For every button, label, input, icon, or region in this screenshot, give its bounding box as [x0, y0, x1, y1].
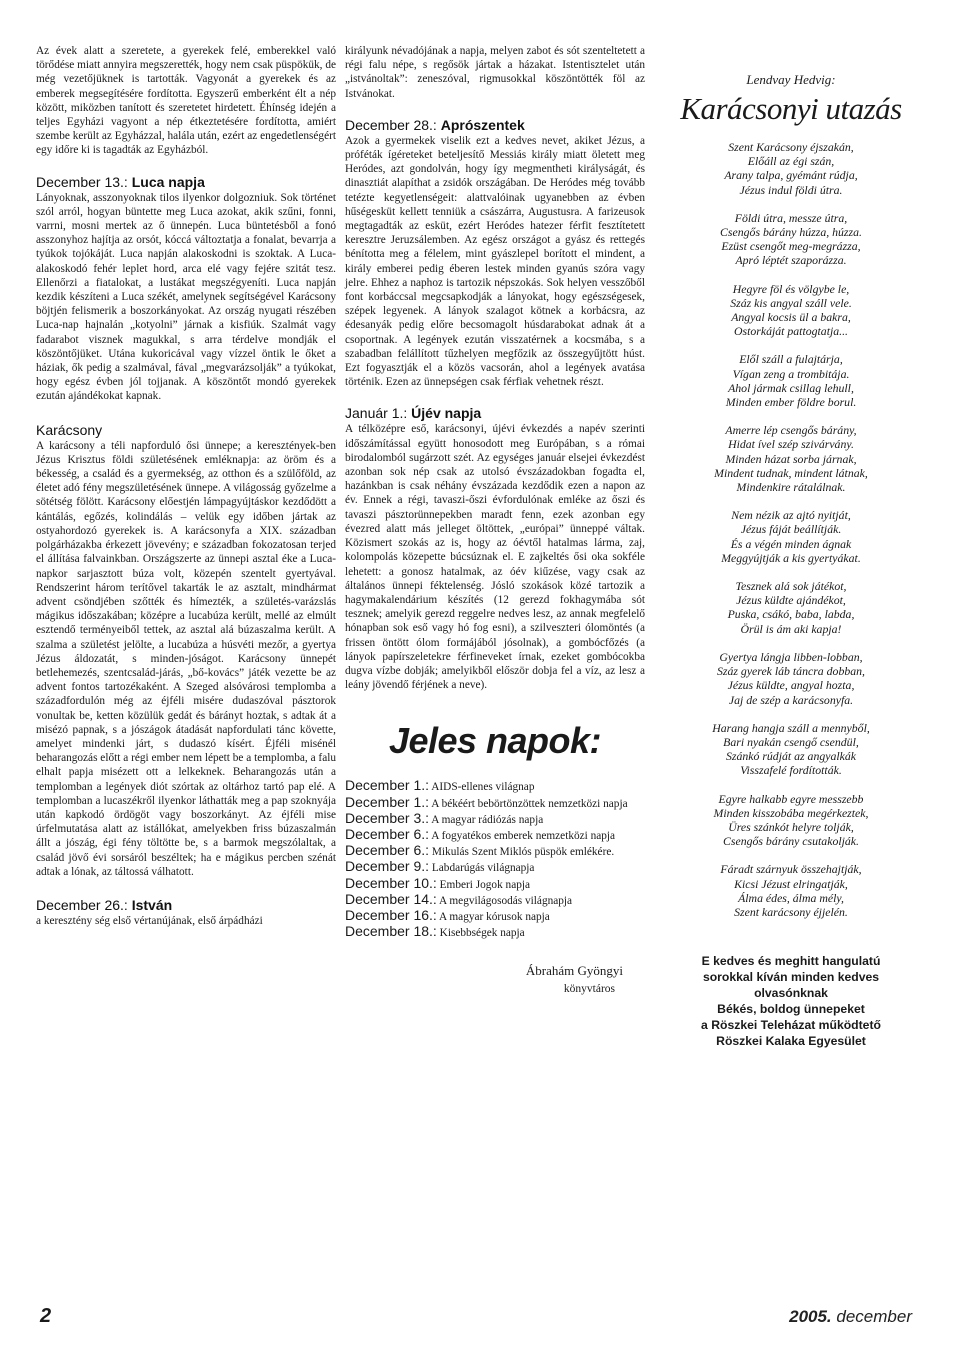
poem-line: Egyre halkabb egyre messzebb — [718, 791, 864, 806]
poem-line: Ahol jármak csillag lehull, — [728, 380, 854, 395]
closing-line: Békés, boldog ünnepeket — [717, 1002, 865, 1017]
poem-line: Hegyre föl és völgybe le, — [732, 281, 850, 296]
jeles-day-row — [345, 924, 645, 940]
heading-title: Újév napja — [411, 405, 482, 422]
signature-name: Ábrahám Gyöngyi — [525, 963, 623, 979]
poem-line: Nem nézik az ajtó nyitját, — [731, 508, 851, 523]
heading-title: Aprószentek — [440, 116, 525, 133]
poem-line: Száz gyerek láb táncra dobban, — [717, 664, 865, 679]
poem-stanza — [660, 721, 922, 778]
jeles-day-row — [345, 811, 645, 827]
paragraph: Lányoknak, asszonyoknak tilos ilyenkor dolgozniuk. Sok történet szól arról, hogyan büntette meg Luca azokat, akik szűni, fonni, varrni, mosni mertek az ő ünnepén. Luca büntetésből a fonó asszonyhoz hajítja az orsót, kóccá változtatja a fonalat, bevarrja a tyúkok tojókáját. Luca napján alakoskodni is szoktak. A Luca-alakoskodó fehér leplet hord, arca elé vagy fejére szitát tesz. Ellenőrzi a fiatalokat, a lustákat megszégyeníti. Luca napján kezdik készíteni a Luca székét, amelynek segítségével Karácsony böjtjén felismerik a boszorkányokat. Az ország nyugati részében Luca-nap hajnalán „kotyolni” járnak a kisfiúk. Szalmát vagy fadarabot visznek magukkal, s arra térdelve mondják el köszöntőjüket. Utána kukoricával vagy vízzel öntik le őket a háziak, ők pedig a szalmával, fával „megvarázsolják” a tyúkokat, hogy egész évben jól tojjanak. A köszöntőt mondó gyerekek ezután ajándékokat kapnak. — [36, 191, 336, 403]
poem-line: Visszafelé fordították. — [740, 763, 842, 778]
section-heading — [36, 174, 336, 191]
jeles-day-date: December 10.: — [345, 874, 437, 891]
jeles-day-date: December 6.: — [345, 842, 430, 859]
jeles-day-text: Mikulás Szent Miklós püspök emlékére. — [431, 846, 615, 859]
paragraph: királyunk névadójának a napja, melyen zabot és sót szenteltetett a régi falu népe, s regősök jártak a házakat. Istentisztelet után „istvánoltak”: zeneszóval, rigmusokkal köszöntötték föl az Istvánokat. — [345, 45, 645, 100]
poem-line: Minden házat sorba járnak, — [725, 451, 857, 466]
poem-line: Jézus küldte ajándékot, — [736, 593, 846, 608]
jeles-napok-title: Jeles napok: — [388, 720, 602, 762]
poem-line: Mindenkire rátalálnak. — [736, 480, 846, 495]
jeles-day-date: December 18.: — [345, 923, 437, 940]
jeles-day-text: Labdarúgás világnapja — [431, 862, 535, 875]
jeles-day-text: Emberi Jogok napja — [439, 878, 531, 891]
poem-line: Jaj de szép a karácsonyfa. — [728, 692, 854, 707]
section-heading — [345, 405, 645, 422]
issue-month: december — [836, 1307, 912, 1326]
poem-stanza — [660, 423, 922, 494]
paragraph: A karácsony a téli napforduló ősi ünnepe; a keresztények-ben Jézus Krisztus földi születésének emléknapja: az öröm és a békesség, a család és a gyermekség, az otthon és a szülőföld, az életet adó fény megszületésének ünnepe. A világosság győzelme a sötétség fölött. Karácsony előestjén lámpagyújtáskor kezdődött a kántálás, egőzés, kolindálás – velük egy időben jártak az ostyahordozó gyerekek is. A karácsonyfa a XIX. században polgárházakba érkezett jövevény; e században fokozatosan terjed el állítása falvainkban. Országszerte az ünnepi asztal éke a Luca-napkor sarjasztott búza volt, közepén szentelt gyertyával. Rendszerint három terítővel takarták le az asztalt, mindhármat advent csöndjében szőtték és hímezték, a születés-varázslás mágikus időszakában; középre a lucabúza került, mellé az elmúlt esztendő terményeiből tettek, az asztal alá búzaszalma került. A szalma a születést jelölte, a lucabúza a húsvéti mezőr, a gyertya Jézus áldozatát, s minden-jóságot. Karácsony ünnepét betlehemezés, szentcsalád-járás, „bő-kovács” játék vezette be az advent fontos tartozékaként. A Szeged alsóvárosi templomba a századfordulón még az éjféli misére dudaszóval pásztorok vonultak be, ketten közülük gedát és bárányt hoztak, s adtak át a misézó papnak, s a jószágok átadását napfordulati tánc követte, amelyet mindenki járt, s dudaszó kísért. Éjféli misénél beharangozás előtt a régi ember nem lépett be a templomba, a falu elhalt papja misézett ott a lelkeknek. Beharangozás után a templomban a legények diót szórtak az oltárhoz tartó pap elé. A templomban a lucaszékről ilyenkor láthatták meg a pap szoknyája után kapkodó ördögöt vagy boszorkányt. Az éjféli mise úrfelmutatása alatt az istállókat, amelyekben friss búzaszalmán állt a jószág, égi fény töltötte be, s a barmok megszólaltak, a család jövő évi sorsáról beszéltek; ha e mágikus percben szénát adtak a lónak, az táltossá válhatott. — [36, 439, 336, 878]
poem-line: Harang hangja száll a mennyből, — [712, 720, 870, 735]
jeles-day-row — [345, 827, 645, 843]
poem-line: Üres szánkót helyre tolják, — [728, 819, 854, 834]
heading-date: December 26.: — [36, 896, 128, 913]
poem-stanza — [660, 140, 922, 197]
jeles-day-row — [345, 892, 645, 908]
issue-date — [789, 1307, 912, 1327]
jeles-day-text: A magyar kórusok napja — [439, 910, 550, 923]
poem-line: Csengős bárány csutakolják. — [723, 834, 859, 849]
signature-role: könyvtáros — [563, 983, 615, 996]
poem-line: Meggyújtják a kis gyertyákat. — [721, 550, 861, 565]
heading-date: Január 1.: — [345, 405, 408, 422]
closing-greeting — [660, 953, 922, 1049]
poem-stanza — [660, 579, 922, 636]
poem-line: És a végén minden ágnak — [730, 536, 852, 551]
closing-line: Röszkei Kalaka Egyesület — [716, 1034, 866, 1049]
poem-line: Fáradt szárnyuk összehajtják, — [720, 862, 862, 877]
jeles-day-text: Kisebbségek napja — [439, 927, 525, 940]
poem-line: Előáll az égi szán, — [747, 154, 835, 169]
poem-stanza — [660, 352, 922, 409]
jeles-day-text: AIDS-ellenes világnap — [431, 781, 535, 794]
jeles-day-date: December 9.: — [345, 858, 430, 875]
jeles-day-date: December 1.: — [345, 777, 430, 794]
days-list — [345, 778, 645, 940]
closing-line: E kedves és meghitt hangulatú — [701, 954, 881, 969]
poem-line: Jézus küldte, angyal hozta, — [727, 678, 855, 693]
poem-line: Amerre lép csengős bárány, — [725, 423, 857, 438]
jeles-day-text: A fogyatékos emberek nemzetközi napja — [431, 829, 616, 842]
poem-line: Ostorkáját pattogtatja... — [733, 324, 849, 339]
jeles-day-row — [345, 843, 645, 859]
closing-line: sorokkal kíván minden kedves — [702, 970, 880, 985]
poem-stanza — [660, 211, 922, 268]
poem-title: Karácsonyi utazás — [680, 91, 902, 126]
poem-line: Apró léptét szaporázza. — [735, 253, 847, 268]
poem-line: Arany talpa, gyémánt rúdja, — [724, 168, 858, 183]
poem-line: Földi útra, messze útra, — [734, 210, 848, 225]
jeles-day-row — [345, 778, 645, 794]
poem-line: Vígan zeng a trombitája. — [732, 366, 850, 381]
poem-line: Tesznek alá sok játékot, — [735, 579, 847, 594]
poem-line: Minden ember földre borul. — [725, 395, 857, 410]
poem-line: Gyertya lángja libben-lobban, — [719, 649, 863, 664]
jeles-day-row — [345, 908, 645, 924]
poem-stanza — [660, 508, 922, 565]
poem-line: Csengős bárány húzza, húzza. — [720, 225, 862, 240]
jeles-day-date: December 6.: — [345, 825, 430, 842]
column-left — [36, 44, 336, 928]
poem-line: Örül is ám aki kapja! — [740, 621, 842, 636]
paragraph: Azok a gyermekek viselik ezt a kedves nevet, akiket Jézus, a próféták ígéreteket beteljesítő Messiás király miatt öletett meg Heródes, azt gondolván, hogy így megmentheti királyságát, és dinasztiát alapíthat a zsidók országában. De Heródes még tovább tetézte kegyetlenségeit: alattvalóinak ugyanebben az évben hűségesküt kellett tenniük a császárra, Augustusra. A farizeusok megtagadták az esküt, ezért Heródes hatezer férfit fesztítetett keresztre Jeruzsálemben. Az egész országot a gyász és rettegés bénította meg a félelem, mint gyászlepel borított el mindent, a király emberei pedig éberen lestek minden gyanús szóra vagy jelre. Ehhez a naphoz is tartozik népszokás. Sok helyen vesszőből font korbáccsal megcsapkodják a lányokat, hogy egészségesek, szépek legyenek. A lányok szalagot kötnek a korbácsra, az édesanyák pedig előre becsomagolt húsdarabokat adnak át a csoportnak. A legények ezután visszatérnek a kocsmába, s a szabadban felállított tűzhelyen megfőzik az összegyűjtött húst. Ezt fogyasztják el a közös vacsorán, ahol a legények avatása történik. Ezen az ünnepségen csak férfiak vehetnek részt. — [345, 134, 645, 389]
section-heading — [36, 897, 336, 914]
jeles-day-row — [345, 795, 645, 811]
poem-line: Bari nyakán csengő csendül, — [723, 734, 859, 749]
paragraph: A télközépre eső, karácsonyi, újévi évkezdés a napév szerinti időszámítással együtt honosodott meg Európában, s a római birodalomból sugárzott szét. Az egységes január elsejei évkezdést azonban sok nép csak az utolsó évszázadokban fogadta el, hazánkban is csak néhány évszázada kezdődik ezen a napon az év. Ennek a régi, tavaszi-őszi évfordulónak emléke az őszi és tavaszi pásztorünnepekben maradt fenn, ezek azonban egy évezred alatt más jelleget öltöttek, „európai” ünneppé váltak. Közismert szokás az is, hogy az óévtől hatalmas lárma, zaj, kolompolás közepette búcsúznak el. E zajkeltés ősi oka sokféle lehetett: a gonosz hatalmak, az óév kiűzése, vagy csak az általános ünnepi féktelenség. Jósló szokások közé tartozik a hagymakalendárium készítés (12 gerezd fokhagymába sót tesznek; amelyik gerezd reggelre nedves lesz, az annak megfelelő hónapban sok eső vagy hó fog esni), a szilveszteri ólomöntés (a frissen öntött ólom formájából jósolnak), a gombócfőzés (a lányok papírszeletekre férfineveket írnak, ezeket gombócokba dugva vízbe dobják; amelyikből először dobja fel a víz, az lesz a leány jövendő férjének a neve). — [345, 423, 645, 692]
poem-line: Jézus fáját beállítják. — [740, 522, 842, 537]
poem-body — [660, 140, 922, 919]
signature — [345, 962, 645, 998]
jeles-day-row — [345, 876, 645, 892]
poem-line: Álma édes, álma mély, — [738, 890, 844, 905]
poem-line: Elől száll a fulajtárja, — [739, 352, 843, 367]
paragraph: a keresztény ség első vértanújának, első árpádházi — [36, 914, 263, 927]
heading-date: December 28.: — [345, 116, 437, 133]
poem-stanza — [660, 282, 922, 339]
poem-line: Száz kis angyal száll vele. — [730, 295, 852, 310]
poem-line: Angyal kocsis ül a bakra, — [731, 310, 851, 325]
page-number: 2 — [40, 1305, 52, 1327]
closing-line: olvasónknak — [754, 986, 828, 1001]
section-heading — [345, 117, 645, 134]
poem-line: Mindent tudnak, mindent látnak, — [714, 465, 868, 480]
jeles-day-text: A magyar rádiózás napja — [431, 813, 544, 826]
heading-title: Karácsony — [36, 421, 103, 438]
heading-title: István — [131, 896, 173, 913]
poem-line: Hidat ível szép szivárvány. — [728, 437, 854, 452]
closing-line: a Röszkei Teleházat működtető — [701, 1018, 881, 1033]
column-right-poem — [660, 44, 922, 1049]
heading-title: Luca napja — [131, 173, 205, 190]
paragraph: Az évek alatt a szeretete, a gyerekek felé, emberekkel való törődése miatt annyira megszerették, hogy nem csak püspökük, de még vezetőjüknek is tartották. Vagyonát a gyerekek és az emberek megsegítésére fordította. Egyszerű emberként élt a nép között, miközben tanított és szeretetet hirdetett. Éhínség idején a teljes Egyházi vagyont a nép étkeztetésére fordította, amiért szembe került az Egyházzal, halála után, ezért az engedetlenségért egy időre ki is tagadták az Egyházból. — [36, 45, 336, 157]
poem-line: Szent Karácsony éjszakán, — [728, 140, 854, 154]
poem-line: Szánkó rúdját az angyalkák — [725, 749, 857, 764]
poem-stanza — [660, 862, 922, 919]
poem-line: Szent karácsony éjjelén. — [734, 904, 848, 919]
poem-line: Ezüst csengőt meg-megrázza, — [721, 239, 861, 254]
poem-line: Puska, csákó, baba, labda, — [727, 607, 855, 622]
section-heading — [36, 422, 336, 439]
jeles-day-date: December 16.: — [345, 906, 437, 923]
jeles-day-text: A békéért bebörtönzöttek nemzetközi napja — [431, 797, 628, 810]
poem-line: Kicsi Jézust elringatják, — [734, 876, 848, 891]
jeles-day-date: December 1.: — [345, 793, 430, 810]
jeles-day-text: A megvilágosodás világnapja — [439, 894, 573, 907]
poem-stanza — [660, 650, 922, 707]
heading-date: December 13.: — [36, 173, 128, 190]
jeles-day-row — [345, 859, 645, 875]
jeles-day-date: December 3.: — [345, 809, 430, 826]
jeles-day-date: December 14.: — [345, 890, 437, 907]
issue-year: 2005. — [789, 1307, 832, 1326]
poem-stanza — [660, 792, 922, 849]
column-middle — [345, 44, 645, 998]
poem-author: Lendvay Hedvig: — [746, 72, 836, 87]
poem-line: Jézus indul földi útra. — [739, 182, 843, 197]
poem-line: Minden kisszobába megérkeztek, — [713, 805, 869, 820]
